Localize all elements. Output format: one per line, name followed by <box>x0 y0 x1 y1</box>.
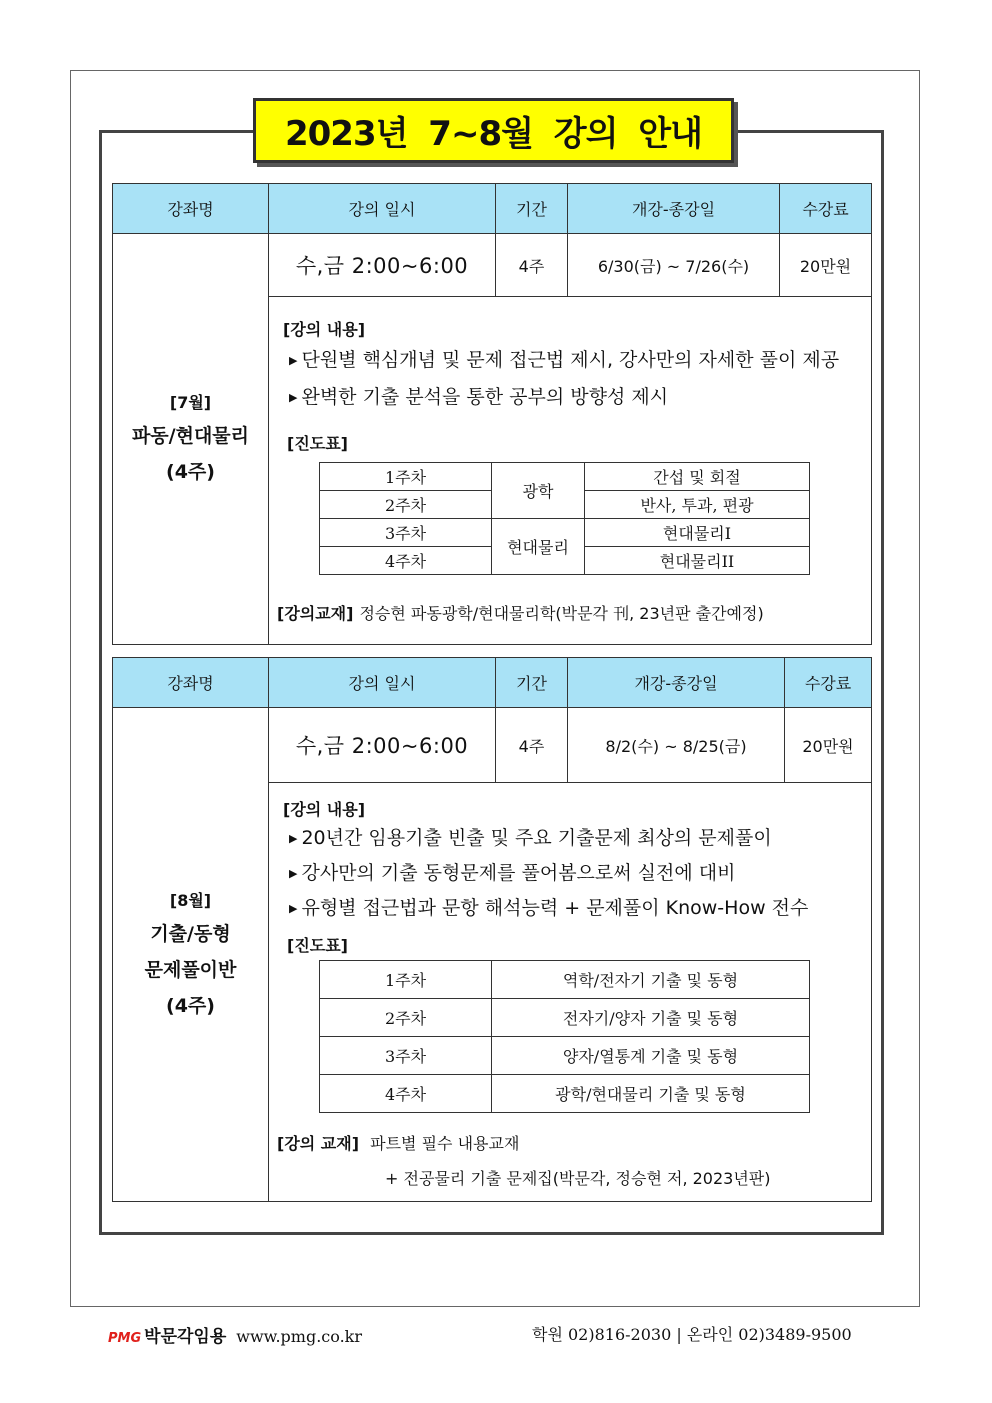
book-label: [강의교재] <box>277 604 354 623</box>
course-fee: 20만원 <box>780 234 872 297</box>
course-duration: 4주 <box>496 708 568 783</box>
triangle-bullet-icon: ▶ <box>289 902 298 915</box>
header-course-name: 강좌명 <box>113 658 269 708</box>
header-duration: 기간 <box>496 658 568 708</box>
progress-table <box>319 960 810 1113</box>
progress-detail: 현대물리II <box>585 547 810 575</box>
progress-detail: 양자/열통계 기출 및 동형 <box>492 1037 810 1075</box>
pmg-logo-mark: PMG <box>108 1331 142 1346</box>
page-title: 2023년 7~8월 강의 안내 <box>253 98 734 163</box>
course-schedule: 수,금 2:00~6:00 <box>269 708 496 783</box>
book-text: 정승현 파동광학/현대물리학(박문각 刊, 23년판 출간예정) <box>359 604 764 623</box>
progress-week: 2주차 <box>320 491 492 519</box>
progress-week: 4주차 <box>320 547 492 575</box>
header-schedule: 강의 일시 <box>269 184 496 234</box>
footer-logo <box>108 1322 362 1347</box>
content-label: [강의 내용] <box>283 320 366 339</box>
course-name: 파동/현대물리 <box>131 425 250 447</box>
header-fee: 수강료 <box>785 658 872 708</box>
progress-week: 2주차 <box>320 999 492 1037</box>
brand-name: 박문각임용 <box>144 1327 227 1347</box>
header-course-name: 강좌명 <box>113 184 269 234</box>
triangle-bullet-icon: ▶ <box>289 354 298 367</box>
course-month: [7월] <box>169 393 212 412</box>
course-name-cell <box>113 708 269 1202</box>
course-weeks: (4주) <box>166 461 215 483</box>
course-table-august <box>112 657 872 1202</box>
content-bullet: ▶ 20년간 임용기출 빈출 및 주요 기출문제 최상의 문제풀이 <box>289 827 772 849</box>
progress-week: 4주차 <box>320 1075 492 1113</box>
course-detail <box>269 783 872 1202</box>
course-dates: 6/30(금) ~ 7/26(수) <box>568 234 780 297</box>
content-bullet: ▶ 강사만의 기출 동형문제를 풀어봄으로써 실전에 대비 <box>289 862 736 884</box>
course-book <box>277 1131 519 1154</box>
course-fee: 20만원 <box>785 708 872 783</box>
book-label: [강의 교재] <box>277 1134 360 1153</box>
triangle-bullet-icon: ▶ <box>289 832 298 845</box>
progress-label: [진도표] <box>287 936 348 955</box>
course-dates: 8/2(수) ~ 8/25(금) <box>568 708 785 783</box>
header-dates: 개강-종강일 <box>568 184 780 234</box>
content-bullet: ▶ 유형별 접근법과 문항 해석능력 + 문제풀이 Know-How 전수 <box>289 897 809 919</box>
progress-topic: 광학 <box>492 463 585 519</box>
course-table-july <box>112 183 872 645</box>
header-schedule: 강의 일시 <box>269 658 496 708</box>
header-duration: 기간 <box>496 184 568 234</box>
course-book-extra: + 전공물리 기출 문제집(박문각, 정승현 저, 2023년판) <box>385 1169 771 1188</box>
progress-week: 1주차 <box>320 463 492 491</box>
progress-week: 3주차 <box>320 519 492 547</box>
course-name: 기출/동형 <box>150 922 231 945</box>
progress-week: 1주차 <box>320 961 492 999</box>
course-month: [8월] <box>169 890 212 910</box>
progress-detail: 전자기/양자 기출 및 동형 <box>492 999 810 1037</box>
progress-detail: 역학/전자기 기출 및 동형 <box>492 961 810 999</box>
content-bullet: ▶ 단원별 핵심개념 및 문제 접근법 제시, 강사만의 자세한 풀이 제공 <box>289 349 840 371</box>
footer-url[interactable]: www.pmg.co.kr <box>236 1327 363 1346</box>
triangle-bullet-icon: ▶ <box>289 867 298 880</box>
course-schedule: 수,금 2:00~6:00 <box>269 234 496 297</box>
progress-week: 3주차 <box>320 1037 492 1075</box>
footer-contact: 학원 02)816-2030 | 온라인 02)3489-9500 <box>532 1325 852 1344</box>
content-bullet: ▶ 완벽한 기출 분석을 통한 공부의 방향성 제시 <box>289 386 669 408</box>
header-dates: 개강-종강일 <box>568 658 785 708</box>
progress-detail: 반사, 투과, 편광 <box>585 491 810 519</box>
progress-topic: 현대물리 <box>492 519 585 575</box>
progress-detail: 간섭 및 회절 <box>585 463 810 491</box>
course-name-cell <box>113 234 269 645</box>
header-fee: 수강료 <box>780 184 872 234</box>
course-name: 문제풀이반 <box>144 958 237 981</box>
course-detail <box>269 297 872 645</box>
content-label: [강의 내용] <box>283 800 366 819</box>
progress-table <box>319 462 810 575</box>
course-weeks: (4주) <box>166 994 215 1017</box>
progress-label: [진도표] <box>287 434 348 453</box>
triangle-bullet-icon: ▶ <box>289 391 298 404</box>
course-book <box>277 601 764 624</box>
progress-detail: 광학/현대물리 기출 및 동형 <box>492 1075 810 1113</box>
progress-detail: 현대물리I <box>585 519 810 547</box>
course-duration: 4주 <box>496 234 568 297</box>
book-text: 파트별 필수 내용교재 <box>370 1134 520 1153</box>
